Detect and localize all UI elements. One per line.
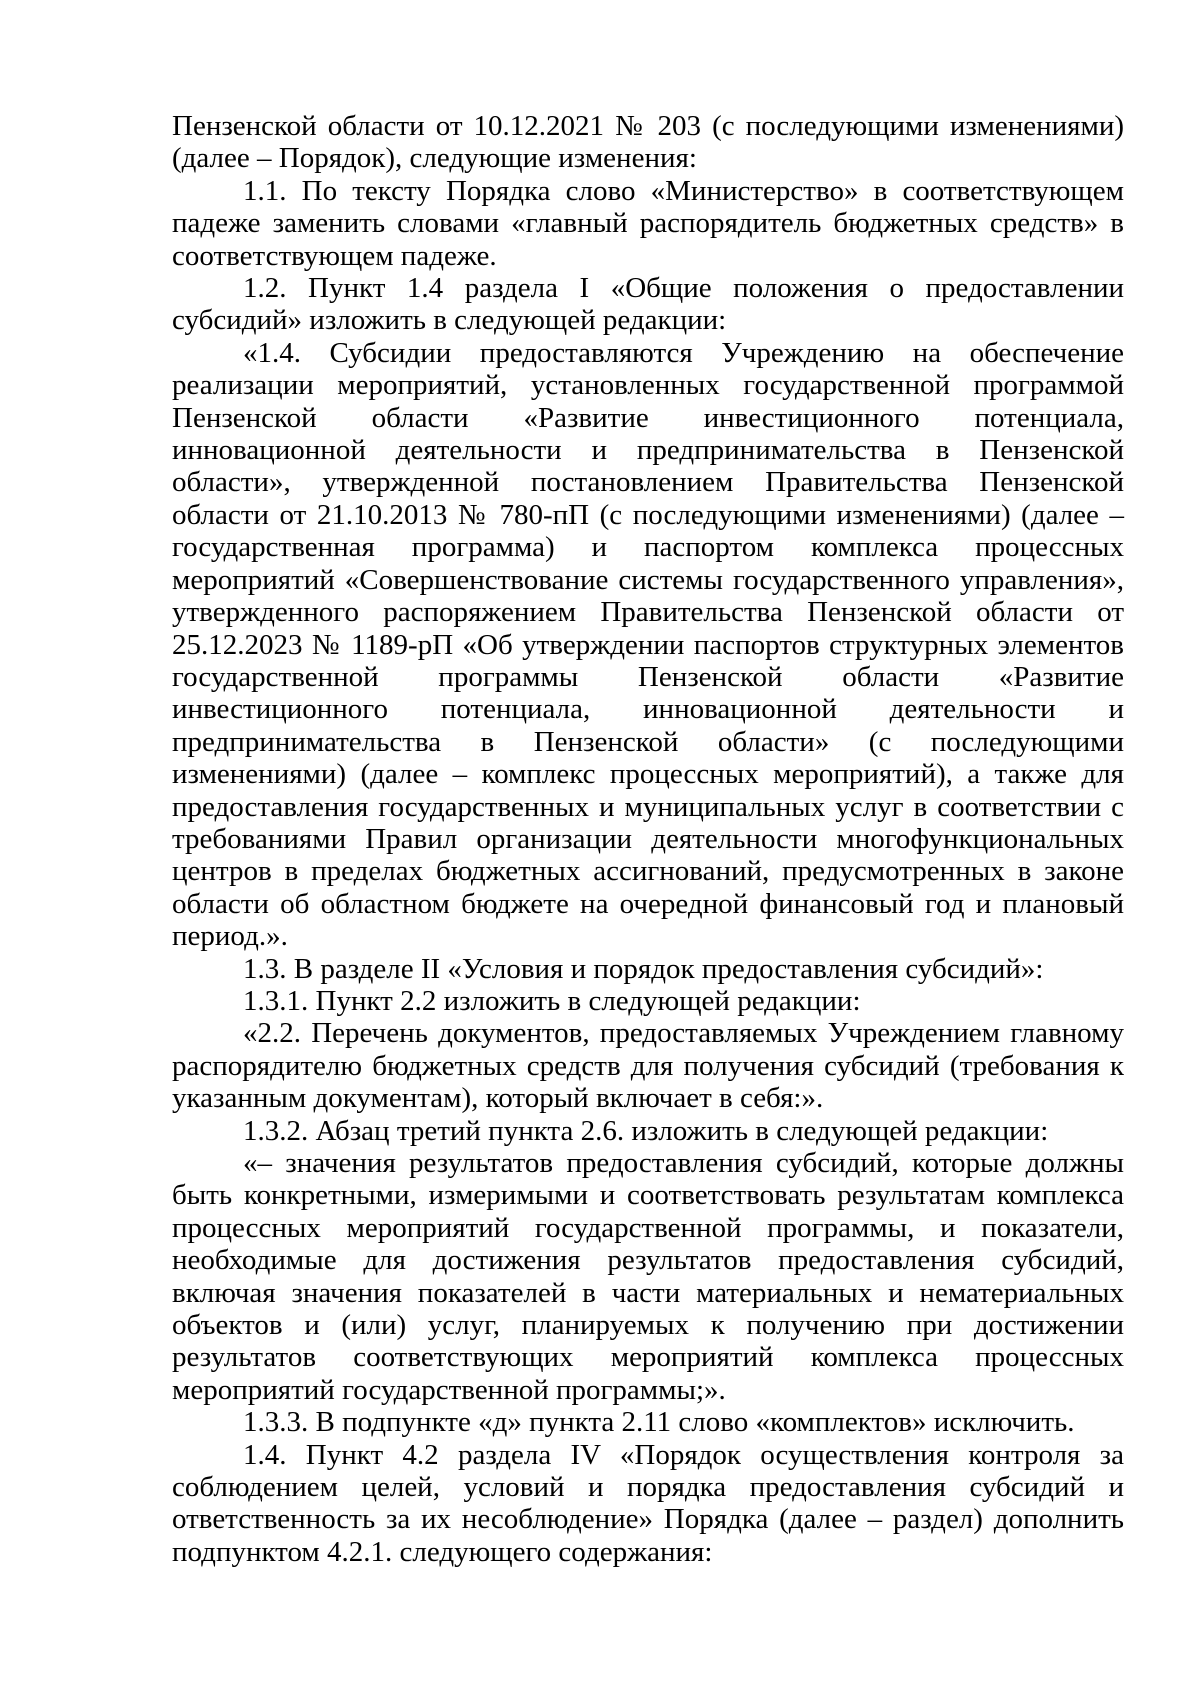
paragraph-1-3-2: 1.3.2. Абзац третий пункта 2.6. изложить в следующей редакции: (243, 1114, 1049, 1147)
paragraph-1-1: 1.1. По тексту Порядка слово «Министерство» в соответствующем падеже заменить словами «главный распорядитель бюджетных средств» в соответствующем падеже. (172, 174, 1124, 272)
paragraph-quote-2-6: «– значения результатов предоставления субсидий, которые должны быть конкретными, измеримыми и соответствовать результатам комплекса процессных мероприятий государственной программы, и показатели, необходимые для достижения результатов предоставления субсидий, включая значения показателей в части материальных и нематериальных объектов и (или) услуг, планируемых к получению при достижении результатов соответствующих мероприятий комплекса процессных мероприятий государственной программы;». (172, 1147, 1124, 1406)
paragraph-1-2: 1.2. Пункт 1.4 раздела I «Общие положения о предоставлении субсидий» изложить в следующей редакции: (172, 272, 1124, 337)
paragraph-continuation: Пензенской области от 10.12.2021 № 203 (с последующими изменениями) (далее – Порядок), следующие изменения: (172, 110, 1124, 175)
paragraph-1-4: 1.4. Пункт 4.2 раздела IV «Порядок осуществления контроля за соблюдением целей, условий и порядка предоставления субсидий и ответственность за их несоблюдение» Порядка (далее – раздел) дополнить подпунктом 4.2.1. следующего содержания: (172, 1438, 1124, 1568)
paragraph-1-3-3: 1.3.3. В подпункте «д» пункта 2.11 слово «комплектов» исключить. (243, 1406, 1075, 1439)
paragraph-1-3: 1.3. В разделе II «Условия и порядок предоставления субсидий»: (243, 952, 1044, 985)
paragraph-1-3-1: 1.3.1. Пункт 2.2 изложить в следующей редакции: (243, 984, 861, 1017)
document-body (172, 110, 1124, 1568)
paragraph-quote-2-2: «2.2. Перечень документов, предоставляемых Учреждением главному распорядителю бюджетных средств для получения субсидий (требования к указанным документам), который включает в себя:». (172, 1017, 1124, 1115)
paragraph-quote-1-4: «1.4. Субсидии предоставляются Учреждению на обеспечение реализации мероприятий, установленных государственной программой Пензенской области «Развитие инвестиционного потенциала, инновационной деятельности и предпринимательства в Пензенской области», утвержденной постановлением Правительства Пензенской области от 21.10.2013 № 780-пП (с последующими изменениями) (далее – государственная программа) и паспортом комплекса процессных мероприятий «Совершенствование системы государственного управления», утвержденного распоряжением Правительства Пензенской области от 25.12.2023 № 1189-рП «Об утверждении паспортов структурных элементов государственной программы Пензенской области «Развитие инвестиционного потенциала, инновационной деятельности и предпринимательства в Пензенской области» (с последующими изменениями) (далее – комплекс процессных мероприятий), а также для предоставления государственных и муниципальных услуг в соответствии с требованиями Правил организации деятельности многофункциональных центров в пределах бюджетных ассигнований, предусмотренных в законе области об областном бюджете на очередной финансовый год и плановый период.». (172, 336, 1124, 953)
